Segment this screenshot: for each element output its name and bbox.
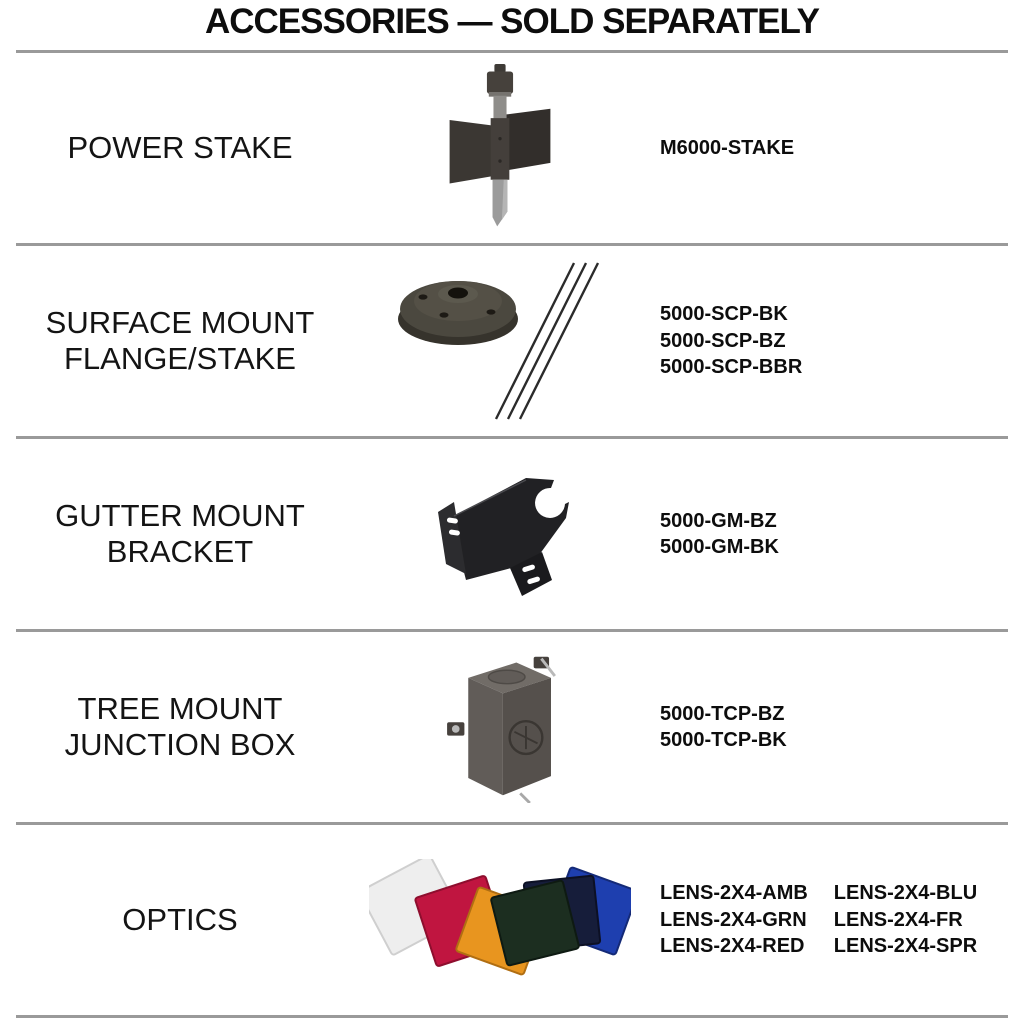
part-numbers-gutter-mount — [640, 508, 779, 561]
part-number: LENS-2X4-SPR — [833, 935, 978, 958]
divider — [16, 1015, 1008, 1018]
part-numbers-optics — [640, 880, 977, 959]
product-label-line: TREE MOUNT — [77, 691, 283, 727]
part-number: 5000-SCP-BBR — [660, 356, 803, 379]
gutter-bracket-icon — [430, 470, 570, 598]
row-gutter-mount-bracket — [0, 439, 1024, 629]
power-stake-image — [360, 64, 640, 232]
row-tree-mount-junction-box — [0, 632, 1024, 822]
part-number: LENS-2X4-GRN — [660, 908, 807, 931]
row-surface-mount-flange-stake — [0, 246, 1024, 436]
flange-stake-icon — [392, 261, 608, 421]
part-number: M6000-STAKE — [660, 136, 795, 159]
product-label-tree-mount — [0, 691, 360, 763]
part-number: 5000-TCP-BK — [660, 729, 787, 751]
part-number: 5000-TCP-BZ — [660, 702, 785, 725]
surface-mount-flange-stake-image — [360, 261, 640, 421]
part-number: 5000-GM-BK — [660, 536, 779, 558]
part-numbers-power-stake — [640, 135, 794, 161]
gutter-mount-bracket-image — [360, 470, 640, 598]
tree-mount-junction-box-image — [360, 651, 640, 803]
product-label-surface-mount — [0, 305, 360, 377]
product-label-line: POWER STAKE — [67, 130, 293, 166]
product-label-line: OPTICS — [122, 902, 238, 938]
product-label-gutter-mount — [0, 498, 360, 570]
part-number: LENS-2X4-RED — [660, 935, 805, 958]
product-label-line: FLANGE/STAKE — [64, 341, 296, 376]
page-title: ACCESSORIES — SOLD SEPARATELY — [204, 2, 820, 41]
part-number: 5000-SCP-BK — [660, 303, 788, 326]
lens-fan-icon — [369, 859, 631, 981]
product-label-optics — [0, 902, 360, 938]
row-optics — [0, 825, 1024, 1015]
product-label-line: JUNCTION BOX — [64, 727, 296, 762]
power-stake-icon — [444, 64, 556, 232]
product-label-line: GUTTER MOUNT — [55, 498, 305, 534]
part-number-column — [834, 880, 977, 959]
product-label-line: SURFACE MOUNT — [45, 305, 315, 341]
part-number: LENS-2X4-FR — [833, 908, 963, 931]
part-numbers-surface-mount — [640, 301, 802, 380]
part-number: 5000-SCP-BZ — [660, 329, 786, 352]
product-label-power-stake — [0, 130, 360, 166]
part-number-column — [660, 880, 808, 959]
part-number: LENS-2X4-BLU — [833, 882, 978, 905]
row-power-stake — [0, 53, 1024, 243]
product-label-line: BRACKET — [106, 534, 254, 569]
optics-lenses-image — [360, 859, 640, 981]
part-number: 5000-GM-BZ — [660, 509, 777, 532]
junction-box-icon — [437, 651, 563, 803]
part-numbers-tree-mount — [640, 701, 787, 754]
part-number: LENS-2X4-AMB — [660, 882, 808, 905]
